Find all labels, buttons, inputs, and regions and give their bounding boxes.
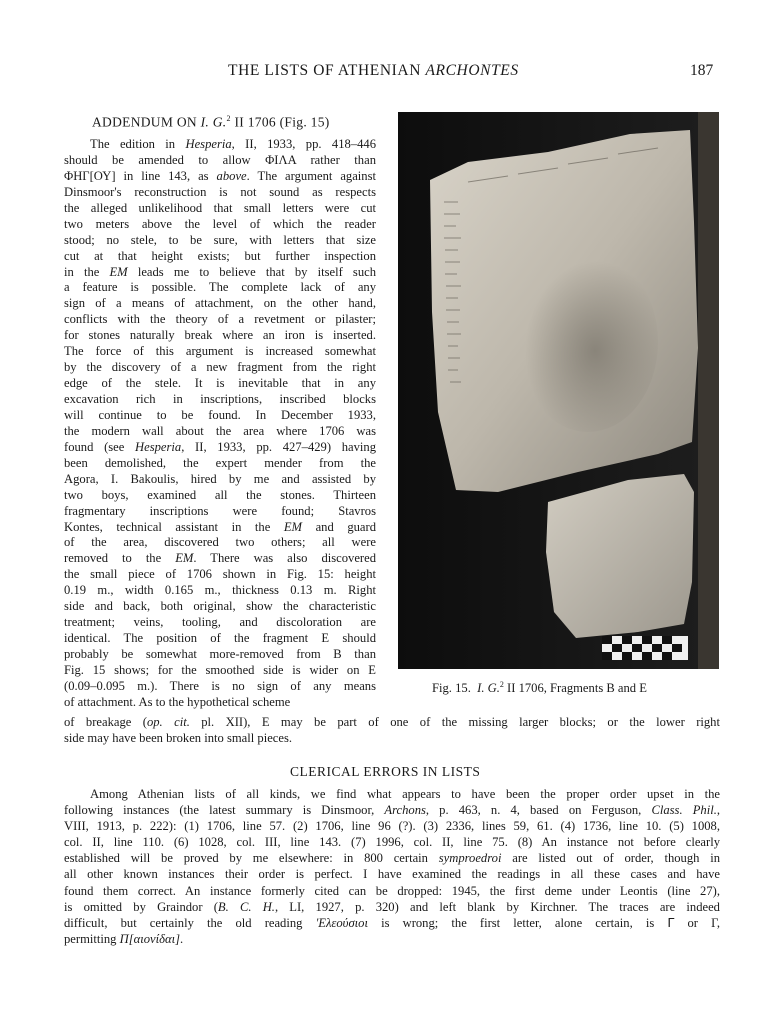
text-line bbox=[64, 169, 376, 185]
text-line bbox=[64, 344, 376, 360]
text-line bbox=[64, 714, 720, 730]
text-run: by the discovery of a new fragment from the right bbox=[64, 360, 376, 375]
text-line bbox=[64, 280, 376, 296]
fragment-b-stain bbox=[518, 252, 658, 432]
text-line bbox=[64, 663, 376, 679]
addendum-full-width-lines bbox=[64, 714, 720, 746]
text-line bbox=[64, 818, 720, 834]
addendum-heading-italic: I. G. bbox=[200, 114, 227, 130]
text-run: Fig. 15 shows; for the smoothed side is wider on E bbox=[64, 662, 376, 677]
text-line bbox=[64, 883, 720, 899]
italic-text: op. cit. bbox=[146, 715, 190, 729]
text-run: . The argument against bbox=[246, 168, 376, 183]
text-line bbox=[64, 408, 376, 424]
text-run: conflicts with the theory of a revetment or pilaster; bbox=[64, 312, 376, 327]
text-run: , II, 1933, pp. 418–446 bbox=[231, 137, 376, 151]
section-heading-clerical-errors: CLERICAL ERRORS IN LISTS bbox=[290, 764, 481, 779]
text-run: been demolished, the expert mender from the bbox=[64, 455, 376, 470]
addendum-heading-suffix: II 1706 (Fig. 15) bbox=[234, 114, 330, 130]
text-run: sign of a means of attachment, on the other hand, bbox=[64, 296, 376, 311]
text-run: found them correct. An instance formerly cited can be dropped: 1945, the first deme under Leontis (line 27), bbox=[64, 883, 720, 898]
addendum-heading-sup: 2 bbox=[226, 114, 231, 123]
text-run: two meters above the level of which the reader bbox=[64, 216, 376, 231]
running-title bbox=[228, 62, 519, 80]
italic-text: EM bbox=[175, 551, 194, 566]
italic-text: EM bbox=[109, 264, 128, 279]
text-run: (0.09–0.095 m.). There is no sign of any means bbox=[64, 678, 376, 693]
text-line bbox=[64, 360, 376, 376]
text-line bbox=[64, 137, 376, 153]
text-run: of attachment. As to the hypothetical scheme bbox=[64, 694, 291, 709]
text-run: ΦΗΓ[ΟΥ] in line 143, as bbox=[64, 168, 217, 183]
page-number: 187 bbox=[690, 62, 714, 79]
text-run: . bbox=[179, 931, 184, 946]
text-line bbox=[64, 201, 376, 217]
text-line bbox=[64, 834, 720, 850]
text-run: cut at that height exists; but further inspection bbox=[64, 248, 376, 263]
text-run: Dinsmoor's reconstruction is not sound as respects bbox=[64, 184, 376, 199]
text-run: a feature is possible. The complete lack of any bbox=[64, 280, 376, 295]
text-line bbox=[64, 647, 376, 663]
italic-text: symproedroi bbox=[438, 851, 502, 866]
text-line bbox=[64, 520, 376, 536]
text-line bbox=[64, 265, 376, 281]
text-line bbox=[64, 730, 720, 746]
italic-text: 'Ελεούσιοι bbox=[315, 915, 368, 930]
text-run: col. II, line 110. (6) 1028, col. III, line 143. (7) 1996, col. II, line 75. (8) An instance not before clearly bbox=[64, 835, 720, 850]
text-line bbox=[64, 217, 376, 233]
text-line bbox=[64, 866, 720, 882]
clerical-errors-text bbox=[64, 786, 720, 947]
text-line bbox=[64, 312, 376, 328]
text-run: pl. XII), E may be part of one of the missing larger blocks; or the lower right bbox=[189, 715, 720, 729]
text-line bbox=[64, 899, 720, 915]
italic-text: Π[αιονίδαι] bbox=[119, 931, 180, 946]
text-line bbox=[64, 504, 376, 520]
text-run: are listed out of order, though in bbox=[501, 851, 720, 866]
text-line bbox=[64, 440, 376, 456]
text-run: is omitted by Graindor ( bbox=[64, 899, 218, 914]
text-line bbox=[64, 599, 376, 615]
text-run: VIII, 1913, p. 222): (1) 1706, line 57. (2) 1706, line 96 (?). (3) 2336, lines 59, 61. (4) 1736, line 10. (5) 1008, bbox=[64, 819, 720, 834]
figure-caption bbox=[432, 680, 647, 696]
text-line bbox=[64, 488, 376, 504]
text-run: found (see bbox=[64, 439, 136, 454]
text-line bbox=[64, 249, 376, 265]
addendum-heading bbox=[92, 114, 330, 131]
text-run: established will be proved by me elsewhere: in 800 certain bbox=[64, 851, 439, 866]
text-line bbox=[64, 472, 376, 488]
text-run: Agora, I. Bakoulis, hired by me and assisted by bbox=[64, 471, 376, 486]
text-run: should be amended to allow ΦΙΛΑ rather than bbox=[64, 152, 376, 167]
text-run: and guard bbox=[302, 519, 376, 534]
running-head bbox=[0, 62, 784, 84]
text-line bbox=[64, 802, 720, 818]
text-run: probably be somewhat more-removed from B than bbox=[64, 647, 376, 661]
text-line bbox=[64, 551, 376, 567]
text-run: in the bbox=[64, 264, 110, 279]
text-line bbox=[64, 185, 376, 201]
text-run: for stones naturally break where an iron is inserted. bbox=[64, 328, 376, 343]
fragment-e bbox=[546, 474, 694, 638]
text-line bbox=[64, 567, 376, 583]
text-line bbox=[64, 631, 376, 647]
text-line bbox=[64, 615, 376, 631]
text-line bbox=[64, 376, 376, 392]
text-run: is wrong; the first letter, alone certain, is ᒥ or Γ, bbox=[367, 915, 720, 930]
caption-label: Fig. 15. bbox=[432, 681, 471, 696]
text-run: of breakage ( bbox=[64, 715, 147, 729]
text-run: , II, 1933, pp. 427–429) having bbox=[181, 439, 376, 454]
stone-fragments-photo bbox=[398, 112, 719, 669]
running-title-italic: ARCHONTES bbox=[425, 62, 519, 79]
text-run: , bbox=[716, 803, 720, 818]
addendum-heading-prefix: ADDENDUM ON bbox=[92, 114, 197, 130]
italic-text: EM bbox=[283, 519, 303, 534]
addendum-column-text bbox=[64, 137, 376, 711]
text-run: will continue to be found. In December 1933, bbox=[64, 407, 376, 422]
wooden-board bbox=[698, 112, 719, 669]
text-line bbox=[64, 392, 376, 408]
text-line bbox=[64, 535, 376, 551]
italic-text: Hesperia bbox=[135, 439, 182, 454]
text-line bbox=[64, 424, 376, 440]
text-run: , p. 463, n. 4, based on Ferguson, bbox=[425, 803, 652, 818]
text-line bbox=[64, 679, 376, 695]
caption-sup: 2 bbox=[499, 680, 504, 689]
italic-text: B. C. H. bbox=[217, 899, 275, 914]
text-line bbox=[64, 695, 376, 711]
scale-bar bbox=[602, 636, 688, 660]
text-line bbox=[64, 153, 376, 169]
text-line bbox=[64, 931, 720, 947]
text-run: permitting bbox=[64, 931, 120, 946]
text-run: two boys, examined all the stones. Thirteen bbox=[64, 487, 376, 502]
text-line bbox=[64, 296, 376, 312]
text-run: all other known instances their order is perfect. I have examined the readings in all these cases and have bbox=[64, 867, 720, 882]
text-run: stood; no stele, to be sure, with letters that size bbox=[64, 232, 376, 247]
text-run: The force of this argument is increased somewhat bbox=[64, 344, 376, 359]
text-run: Kontes, technical assistant in the bbox=[64, 519, 284, 534]
text-run: The edition in bbox=[90, 137, 186, 151]
caption-italic: I. G. bbox=[477, 681, 500, 696]
text-run: excavation rich in inscriptions, inscribed blocks bbox=[64, 392, 376, 406]
italic-text: above bbox=[216, 168, 247, 183]
text-run: the modern wall about the area where 1706 was bbox=[64, 423, 376, 438]
italic-text: Class. Phil. bbox=[651, 803, 717, 818]
text-line bbox=[64, 233, 376, 249]
text-run: 0.19 m., width 0.165 m., thickness 0.13 m. Right bbox=[64, 583, 376, 598]
text-run: the alleged unlikelihood that small letters were cut bbox=[64, 200, 376, 215]
text-line bbox=[64, 786, 720, 802]
text-run: side and back, both original, show the characteristic bbox=[64, 599, 376, 614]
text-run: removed to the bbox=[64, 551, 176, 566]
text-run: leads me to believe that by itself such bbox=[127, 264, 376, 279]
text-run: treatment; veins, tooling, and discoloration are bbox=[64, 615, 376, 630]
text-run: following instances (the latest summary is Dinsmoor, bbox=[64, 803, 385, 818]
italic-text: Archons bbox=[384, 803, 426, 818]
text-run: identical. The position of the fragment E should bbox=[64, 631, 376, 646]
text-run: fragmentary inscriptions were found; Stavros bbox=[64, 503, 376, 518]
text-run: of the area, discovered two others; all were bbox=[64, 535, 376, 550]
text-run: difficult, but certainly the old reading bbox=[64, 915, 316, 930]
text-line bbox=[64, 328, 376, 344]
text-run: , LI, 1927, p. 320) and left blank by Kirchner. The traces are indeed bbox=[274, 899, 720, 914]
text-run: the small piece of 1706 shown in Fig. 15: height bbox=[64, 567, 376, 582]
text-run: Among Athenian lists of all kinds, we find what appears to have been the proper order upset in the bbox=[90, 787, 720, 801]
text-run: edge of the stele. It is inevitable that in any bbox=[64, 376, 376, 391]
text-run: side may have been broken into small pieces. bbox=[64, 731, 293, 745]
caption-rest: II 1706, Fragments B and E bbox=[507, 681, 647, 696]
italic-text: Hesperia bbox=[185, 137, 232, 151]
figure-15-photo bbox=[398, 112, 719, 669]
text-run: . There was also discovered bbox=[193, 551, 376, 566]
text-line bbox=[64, 583, 376, 599]
text-line bbox=[64, 850, 720, 866]
text-line bbox=[64, 915, 720, 931]
text-line bbox=[64, 456, 376, 472]
running-title-prefix: THE LISTS OF ATHENIAN bbox=[228, 62, 421, 79]
